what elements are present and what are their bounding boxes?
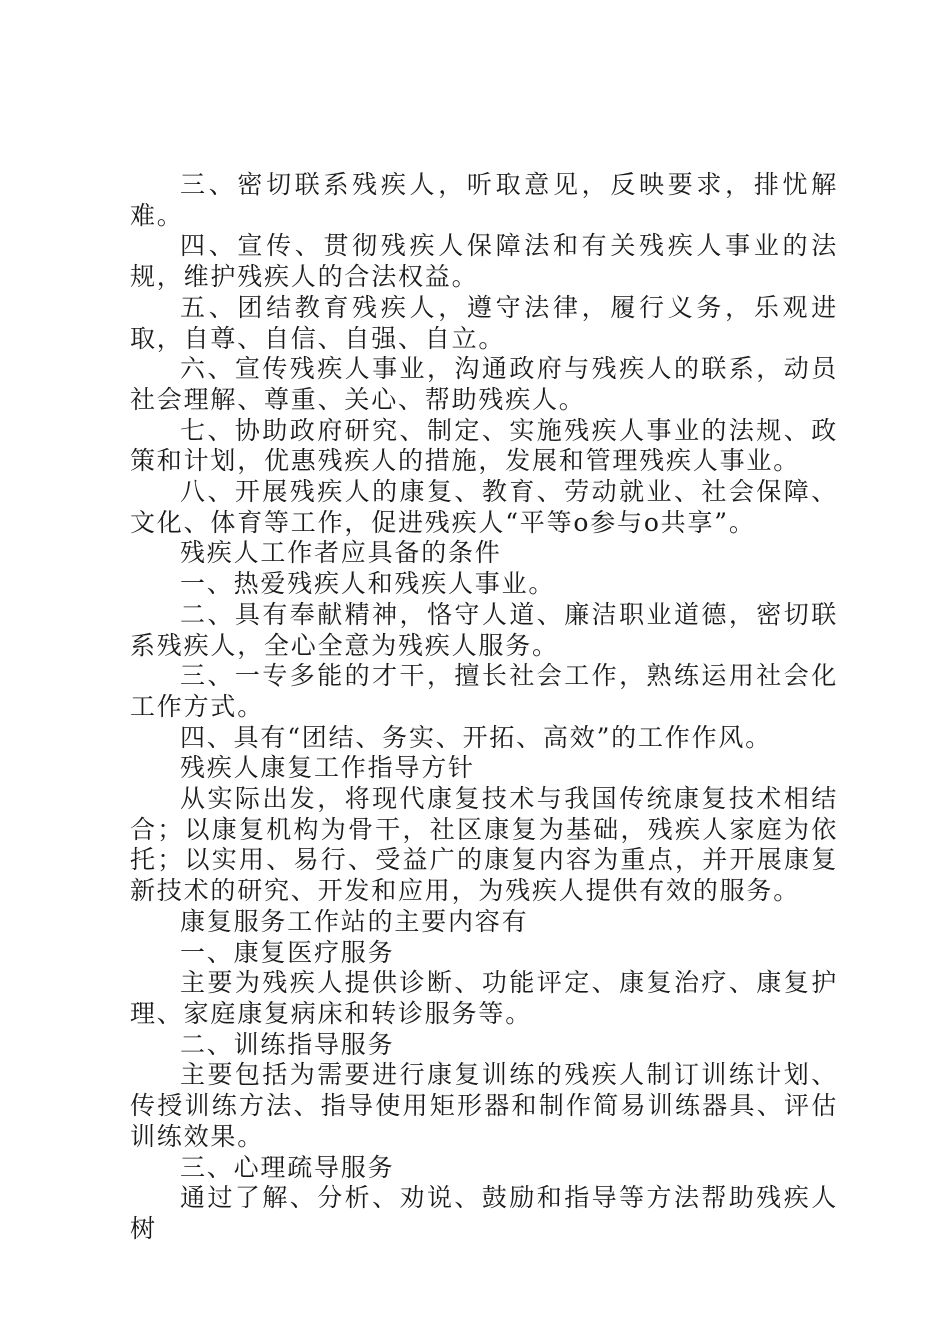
paragraph: 六、宣传残疾人事业，沟通政府与残疾人的联系，动员社会理解、尊重、关心、帮助残疾人。: [130, 354, 838, 414]
paragraph: 三、密切联系残疾人，听取意见，反映要求，排忧解难。: [130, 170, 838, 230]
section-heading: 残疾人康复工作指导方针: [180, 753, 475, 783]
document-body: [130, 170, 838, 1245]
paragraph: 二、具有奉献精神，恪守人道、廉洁职业道德，密切联系残疾人，全心全意为残疾人服务。: [130, 599, 838, 660]
paragraph: 主要包括为需要进行康复训练的残疾人制订训练计划、传授训练方法、指导使用矩形器和制作简易训练器具、评估训练效果。: [130, 1060, 838, 1151]
subheading: 三、心理疏导服务: [180, 1152, 395, 1182]
paragraph: 五、团结教育残疾人，遵守法律，履行义务，乐观进取，自尊、自信、自强、自立。: [130, 292, 838, 353]
subheading: 二、训练指导服务: [180, 1029, 395, 1059]
paragraph: 四、具有“团结、务实、开拓、高效”的工作作风。: [180, 722, 772, 752]
paragraph: 主要为残疾人提供诊断、功能评定、康复治疗、康复护理、家庭康复病床和转诊服务等。: [130, 968, 838, 1028]
section-heading: 康复服务工作站的主要内容有: [180, 906, 529, 936]
subheading: 一、康复医疗服务: [180, 937, 395, 967]
paragraph: 四、宣传、贯彻残疾人保障法和有关残疾人事业的法规，维护残疾人的合法权益。: [130, 231, 838, 292]
section-heading: 残疾人工作者应具备的条件: [180, 538, 502, 568]
paragraph: 从实际出发，将现代康复技术与我国传统康复技术相结合；以康复机构为骨干，社区康复为基础，残疾人家庭为依托；以实用、易行、受益广的康复内容为重点，并开展康复新技术的研究、开发和应用，为残疾人提供有效的服务。: [130, 784, 838, 906]
paragraph: 一、热爱残疾人和残疾人事业。: [180, 569, 556, 599]
paragraph: 三、一专多能的才干，擅长社会工作，熟练运用社会化工作方式。: [130, 661, 838, 721]
paragraph: 通过了解、分析、劝说、鼓励和指导等方法帮助残疾人树: [130, 1183, 838, 1243]
paragraph: 八、开展残疾人的康复、教育、劳动就业、社会保障、文化、体育等工作，促进残疾人“平等o参与o共享”。: [130, 477, 838, 537]
paragraph: 七、协助政府研究、制定、实施残疾人事业的法规、政策和计划，优惠残疾人的措施，发展和管理残疾人事业。: [130, 415, 838, 476]
